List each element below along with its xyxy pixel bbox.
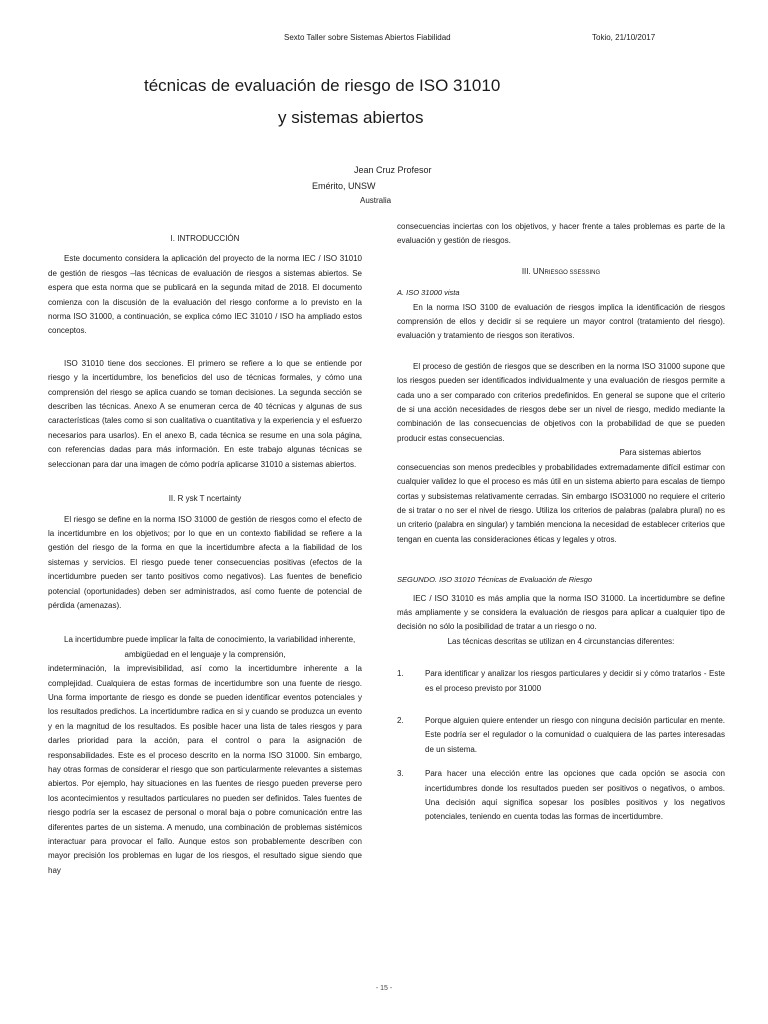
author-name: Jean Cruz Profesor	[354, 165, 432, 175]
section-heading-risk-uncertainty: II. R ysk T ncertainty	[168, 494, 242, 504]
paragraph-uncertainty-line1: La incertidumbre puede implicar la falta de conocimiento, la variabilidad inherente,	[64, 635, 356, 645]
paragraph-open-systems-lead: Para sistemas abiertos	[619, 448, 701, 458]
paper-title-line1: técnicas de evaluación de riesgo de ISO 31010	[144, 76, 501, 95]
left-column	[48, 232, 362, 878]
paragraph-risk-process: El proceso de gestión de riesgos que se describen en la norma ISO 31000 supone que los riesgos pueden ser identificados individualmente y una evaluación de riesgos permite a cada uno a ser comparado con criterios predefinidos. En general se supone que el criterio de si una acción necesidades de riesgos debe ser un nivel de riesgo, medido mediante la combinación de las consecuencias de objetivos con la probabilidad de que se pueden producir estas consecuencias.	[397, 361, 725, 443]
list-item-text: Para identificar y analizar los riesgos particulares y decidir si y cómo tratarlos - Este es el proceso previsto por 31000	[425, 669, 725, 693]
list-item-text: Porque alguien quiere entender un riesgo con ninguna decisión particular en mente. Este podría ser el regulador o la comunidad o cualquiera de las partes interesadas de un sistema.	[425, 715, 725, 754]
list-item	[397, 714, 725, 757]
paragraph-circumstances: Las técnicas descritas se utilizan en 4 circunstancias diferentes:	[447, 636, 675, 646]
paragraph-risk-definition: El riesgo se define en la norma ISO 31000 de gestión de riesgos como el efecto de la incertidumbre en los objetivos; por lo que en un contexto fiabilidad se refiere a la gestión del riesgo de la forma en que la incertidumbre afecta a la fiabilidad de los sistemas y servicios. El riesgo puede tener consecuencias positivas (efectos de la incertidumbre pueden ser tanto positivos como negativos). Las fuentes de beneficio potencial (oportunidades) deben ser administrados, así como fuente de potencial de pérdida (amenazas).	[48, 514, 362, 610]
list-item-text: Para hacer una elección entre las opciones que cada opción se asocia con incertidumbres donde los resultados pueden ser positivos o negativos, o ambos. Una decisión aquí significa sopesar los posibles positivos y los negativos potenciales, teniendo en cuenta todas las formas de incertidumbre.	[425, 769, 725, 822]
paragraph-uncertainty-body: indeterminación, la imprevisibilidad, así como la incertidumbre inherente a la complejidad. Cualquiera de estas formas de incertidumbre son una fuente de riesgo. Una forma importante de riesgo es donde se pueden identificar eventos potenciales y los resultados predichos. La incertidumbre radica en si y cuando se produzca un evento y en la magnitud de los resultados. Es posible hacer una lista de tales riesgos y para darles prioridad para la acción, para el control o para la asignación de responsabilidades. Este es el proceso descrito en la norma ISO 31000. Sin embargo, hay otras formas de considerar el riesgo que son particularmente relevantes a sistemas abiertos. Por ejemplo, hay situaciones en las fuentes de riesgo pueden preverse pero los acontecimientos y resultados particulares no pueden ser definidos. Tales fuentes de riesgo podría ser la escasez de personal o moral baja o pobre comunicación entre las diferentes partes de un sistema. A menudo, una combinación de problemas sistémicos interactuar para provocar el fallo. Aunque estos son probablemente describen con mayor precisión los problemas en lugar de los riesgos, el resultado sigue siendo que hay	[48, 664, 362, 875]
section-heading-risk-assessing-num: III. UN	[521, 266, 545, 276]
list-item-number: 1.	[397, 669, 404, 679]
right-column	[397, 220, 725, 825]
running-header-date: Tokio, 21/10/2017	[592, 33, 656, 42]
section-heading-risk-assessing-text: RIESGO SSESSING	[544, 269, 601, 276]
author-country: Australia	[360, 196, 392, 205]
running-header-center: Sexto Taller sobre Sistemas Abiertos Fiabilidad	[284, 33, 451, 42]
paragraph-open-systems: consecuencias son menos predecibles y probabilidades extremadamente difícil estimar con cualquier validez lo que el proceso es más útil en un sistema abierto para escalas de tiempo cortas y subsistemas relativamente cerradas. Sin embargo ISO31000 no requiere el criterio de si tratar o no ser el nivel de riesgo. Utiliza los criterios de palabras (palabra plural) no es un criterio (palabra en singular) y también menciona la necesidad de establecer criterios que tengan en cuenta las consideraciones éticas y legales y otros.	[397, 462, 725, 544]
list-item	[397, 767, 725, 825]
subheading-iso31000: A. ISO 31000 vista	[397, 288, 460, 298]
paragraph-intro: Este documento considera la aplicación del proyecto de la norma IEC / ISO 31010 de gestión de riesgos –las técnicas de evaluación de riesgos a sistemas abiertos. Se espera que esta norma que se publicará en la segunda mitad de 2018. El documento comienza con la discusión de la evaluación del riesgo conforme a lo previsto en la norma ISO 31000, a continuación, se explica cómo IEC 31010 / ISO ha ampliado estos conceptos.	[48, 254, 362, 336]
subheading-iso31010: SEGUNDO. ISO 31010 Técnicas de Evaluación de Riesgo	[397, 575, 593, 585]
paragraph-iso31000-view: En la norma ISO 3100 de evaluación de riesgos implica la identificación de riesgos comprensión de ellos y decidir si se requiere un mayor control (tratamiento del riesgo). evaluación y tratamiento de riesgos son iterativos.	[397, 302, 725, 341]
list-item-number: 3.	[397, 769, 404, 779]
paragraph-iso31010: IEC / ISO 31010 es más amplia que la norma ISO 31000. La incertidumbre se define más ampliamente y se considera la evaluación de riesgos para aplicar a cualquier tipo de decisión no sólo la posibilidad de tratar a un riesgo o no.	[397, 593, 725, 632]
section-heading-risk-assessing	[397, 265, 725, 280]
paragraph-uncertainty-line2: ambigüedad en el lenguaje y la comprensión,	[124, 649, 286, 659]
paragraph-continuation: consecuencias inciertas con los objetivos, y hacer frente a tales problemas es parte de la evaluación y gestión de riesgos.	[397, 222, 725, 246]
list-item	[397, 667, 725, 696]
list-item-number: 2.	[397, 715, 404, 725]
page-number: - 15 -	[375, 985, 393, 992]
author-position: Emérito, UNSW	[312, 181, 376, 191]
section-heading-introduction: I. INTRODUCCIÓN	[170, 234, 240, 243]
paper-title-line2: y sistemas abiertos	[278, 108, 424, 127]
paragraph-sections: ISO 31010 tiene dos secciones. El primero se refiere a lo que se entiende por riesgo y la incertidumbre, los beneficios del uso de técnicas formales, y cómo una comprensión del riesgo se aplica cuando se toman decisiones. La segunda sección se describen las técnicas. Anexo A se enumeran cerca de 40 técnicas y algunas de sus características (tales como si son cualitativa o cuantitativa y la experiencia y el esfuerzo necesarios para usarlos). En el anexo B, cada técnica se resume en una sola página, con referencias dadas para más información. En este trabajo algunas técnicas se seleccionan para dar una imagen de cómo podría aplicarse 31010 a sistemas abiertos.	[48, 358, 362, 469]
